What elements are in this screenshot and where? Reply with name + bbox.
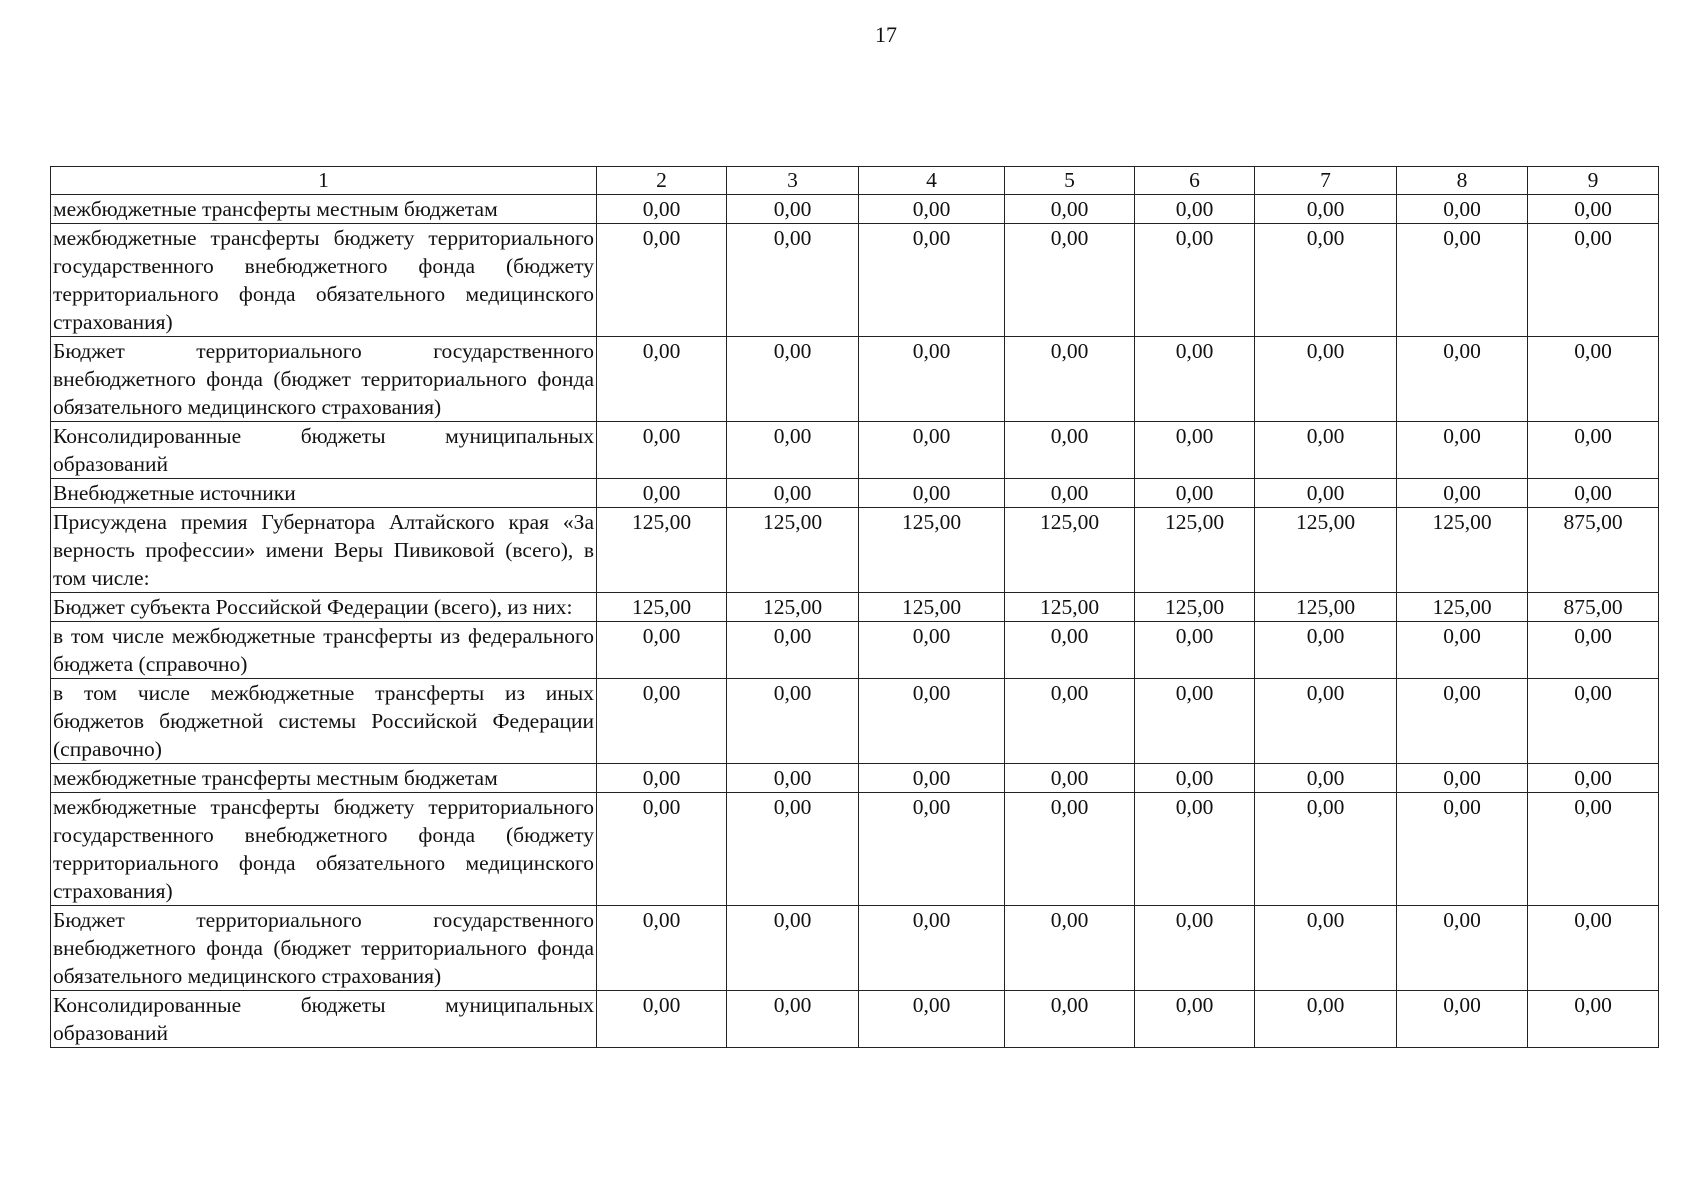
value-cell-col-9: 0,00 <box>1528 991 1659 1048</box>
value-cell-col-9: 0,00 <box>1528 793 1659 906</box>
value-cell-col-9: 0,00 <box>1528 337 1659 422</box>
value-cell-col-9: 875,00 <box>1528 508 1659 593</box>
value-cell-col-4: 0,00 <box>859 679 1005 764</box>
value-cell-col-3: 0,00 <box>727 622 859 679</box>
value-cell-col-4: 0,00 <box>859 479 1005 508</box>
column-header-9: 9 <box>1528 167 1659 195</box>
row-label: в том числе межбюджетные трансферты из иных бюджетов бюджетной системы Российской Федерации (справочно) <box>51 679 597 764</box>
table-header <box>51 167 1659 195</box>
value-cell-col-7: 0,00 <box>1255 337 1397 422</box>
row-label: в том числе межбюджетные трансферты из федерального бюджета (справочно) <box>51 622 597 679</box>
value-cell-col-4: 0,00 <box>859 991 1005 1048</box>
table-row <box>51 195 1659 224</box>
row-label: Консолидированные бюджеты муниципальных образований <box>51 991 597 1048</box>
value-cell-col-7: 0,00 <box>1255 906 1397 991</box>
value-cell-col-9: 0,00 <box>1528 764 1659 793</box>
row-label: Бюджет территориального государственного внебюджетного фонда (бюджет территориального фонда обязательного медицинского страхования) <box>51 337 597 422</box>
value-cell-col-9: 0,00 <box>1528 906 1659 991</box>
value-cell-col-5: 0,00 <box>1005 764 1135 793</box>
value-cell-col-6: 0,00 <box>1135 479 1255 508</box>
row-label: межбюджетные трансферты бюджету территориального государственного внебюджетного фонда (бюджету территориального фонда обязательного медицинского страхования) <box>51 224 597 337</box>
value-cell-col-3: 0,00 <box>727 337 859 422</box>
table-row <box>51 337 1659 422</box>
value-cell-col-6: 0,00 <box>1135 622 1255 679</box>
value-cell-col-9: 0,00 <box>1528 679 1659 764</box>
value-cell-col-9: 875,00 <box>1528 593 1659 622</box>
value-cell-col-5: 0,00 <box>1005 679 1135 764</box>
value-cell-col-4: 0,00 <box>859 793 1005 906</box>
column-header-1: 1 <box>51 167 597 195</box>
value-cell-col-7: 125,00 <box>1255 593 1397 622</box>
value-cell-col-7: 125,00 <box>1255 508 1397 593</box>
row-label: межбюджетные трансферты бюджету территориального государственного внебюджетного фонда (бюджету территориального фонда обязательного медицинского страхования) <box>51 793 597 906</box>
column-header-7: 7 <box>1255 167 1397 195</box>
value-cell-col-2: 0,00 <box>597 422 727 479</box>
value-cell-col-5: 0,00 <box>1005 479 1135 508</box>
table-row <box>51 906 1659 991</box>
row-label: Бюджет субъекта Российской Федерации (всего), из них: <box>51 593 597 622</box>
value-cell-col-4: 125,00 <box>859 593 1005 622</box>
value-cell-col-8: 0,00 <box>1397 224 1528 337</box>
table-row <box>51 224 1659 337</box>
value-cell-col-3: 0,00 <box>727 679 859 764</box>
row-label: Внебюджетные источники <box>51 479 597 508</box>
value-cell-col-9: 0,00 <box>1528 422 1659 479</box>
value-cell-col-2: 0,00 <box>597 906 727 991</box>
row-label: межбюджетные трансферты местным бюджетам <box>51 195 597 224</box>
value-cell-col-3: 0,00 <box>727 906 859 991</box>
header-row <box>51 167 1659 195</box>
row-label: Консолидированные бюджеты муниципальных образований <box>51 422 597 479</box>
value-cell-col-3: 0,00 <box>727 991 859 1048</box>
table-row <box>51 991 1659 1048</box>
table-row <box>51 422 1659 479</box>
value-cell-col-4: 0,00 <box>859 906 1005 991</box>
value-cell-col-6: 0,00 <box>1135 337 1255 422</box>
value-cell-col-2: 0,00 <box>597 793 727 906</box>
row-label: Присуждена премия Губернатора Алтайского края «За верность профессии» имени Веры Пивиковой (всего), в том числе: <box>51 508 597 593</box>
table-row <box>51 508 1659 593</box>
value-cell-col-2: 0,00 <box>597 764 727 793</box>
value-cell-col-2: 0,00 <box>597 622 727 679</box>
table-body <box>51 195 1659 1048</box>
value-cell-col-4: 0,00 <box>859 622 1005 679</box>
value-cell-col-7: 0,00 <box>1255 764 1397 793</box>
value-cell-col-5: 0,00 <box>1005 793 1135 906</box>
value-cell-col-4: 0,00 <box>859 422 1005 479</box>
value-cell-col-5: 0,00 <box>1005 337 1135 422</box>
budget-table <box>50 166 1659 1048</box>
value-cell-col-4: 0,00 <box>859 337 1005 422</box>
value-cell-col-6: 0,00 <box>1135 793 1255 906</box>
value-cell-col-2: 0,00 <box>597 679 727 764</box>
value-cell-col-8: 0,00 <box>1397 422 1528 479</box>
value-cell-col-9: 0,00 <box>1528 195 1659 224</box>
value-cell-col-5: 125,00 <box>1005 508 1135 593</box>
value-cell-col-3: 0,00 <box>727 422 859 479</box>
page-number: 17 <box>875 22 897 47</box>
value-cell-col-4: 0,00 <box>859 764 1005 793</box>
column-header-8: 8 <box>1397 167 1528 195</box>
value-cell-col-8: 0,00 <box>1397 622 1528 679</box>
table-row <box>51 479 1659 508</box>
value-cell-col-7: 0,00 <box>1255 224 1397 337</box>
value-cell-col-2: 0,00 <box>597 224 727 337</box>
table-row <box>51 593 1659 622</box>
value-cell-col-7: 0,00 <box>1255 793 1397 906</box>
value-cell-col-6: 0,00 <box>1135 195 1255 224</box>
value-cell-col-2: 125,00 <box>597 593 727 622</box>
value-cell-col-9: 0,00 <box>1528 479 1659 508</box>
column-header-6: 6 <box>1135 167 1255 195</box>
value-cell-col-8: 0,00 <box>1397 195 1528 224</box>
value-cell-col-4: 125,00 <box>859 508 1005 593</box>
value-cell-col-2: 125,00 <box>597 508 727 593</box>
value-cell-col-7: 0,00 <box>1255 991 1397 1048</box>
value-cell-col-8: 0,00 <box>1397 991 1528 1048</box>
value-cell-col-8: 0,00 <box>1397 479 1528 508</box>
value-cell-col-5: 0,00 <box>1005 224 1135 337</box>
value-cell-col-7: 0,00 <box>1255 479 1397 508</box>
value-cell-col-3: 125,00 <box>727 593 859 622</box>
column-header-2: 2 <box>597 167 727 195</box>
value-cell-col-8: 0,00 <box>1397 793 1528 906</box>
table-row <box>51 622 1659 679</box>
value-cell-col-4: 0,00 <box>859 224 1005 337</box>
value-cell-col-6: 0,00 <box>1135 764 1255 793</box>
value-cell-col-5: 0,00 <box>1005 622 1135 679</box>
value-cell-col-7: 0,00 <box>1255 195 1397 224</box>
column-header-5: 5 <box>1005 167 1135 195</box>
value-cell-col-5: 125,00 <box>1005 593 1135 622</box>
value-cell-col-9: 0,00 <box>1528 622 1659 679</box>
column-header-4: 4 <box>859 167 1005 195</box>
value-cell-col-6: 125,00 <box>1135 508 1255 593</box>
value-cell-col-5: 0,00 <box>1005 991 1135 1048</box>
value-cell-col-5: 0,00 <box>1005 195 1135 224</box>
value-cell-col-9: 0,00 <box>1528 224 1659 337</box>
value-cell-col-2: 0,00 <box>597 479 727 508</box>
value-cell-col-5: 0,00 <box>1005 422 1135 479</box>
value-cell-col-3: 125,00 <box>727 508 859 593</box>
value-cell-col-3: 0,00 <box>727 479 859 508</box>
value-cell-col-8: 0,00 <box>1397 764 1528 793</box>
value-cell-col-3: 0,00 <box>727 764 859 793</box>
value-cell-col-8: 0,00 <box>1397 679 1528 764</box>
value-cell-col-8: 125,00 <box>1397 593 1528 622</box>
value-cell-col-7: 0,00 <box>1255 679 1397 764</box>
column-header-3: 3 <box>727 167 859 195</box>
value-cell-col-2: 0,00 <box>597 195 727 224</box>
table-row <box>51 793 1659 906</box>
value-cell-col-2: 0,00 <box>597 991 727 1048</box>
value-cell-col-2: 0,00 <box>597 337 727 422</box>
value-cell-col-6: 0,00 <box>1135 224 1255 337</box>
value-cell-col-6: 0,00 <box>1135 991 1255 1048</box>
value-cell-col-7: 0,00 <box>1255 622 1397 679</box>
value-cell-col-8: 125,00 <box>1397 508 1528 593</box>
value-cell-col-6: 0,00 <box>1135 906 1255 991</box>
value-cell-col-6: 0,00 <box>1135 422 1255 479</box>
value-cell-col-7: 0,00 <box>1255 422 1397 479</box>
value-cell-col-5: 0,00 <box>1005 906 1135 991</box>
value-cell-col-4: 0,00 <box>859 195 1005 224</box>
value-cell-col-6: 0,00 <box>1135 679 1255 764</box>
row-label: межбюджетные трансферты местным бюджетам <box>51 764 597 793</box>
value-cell-col-8: 0,00 <box>1397 906 1528 991</box>
table-row <box>51 679 1659 764</box>
value-cell-col-3: 0,00 <box>727 224 859 337</box>
value-cell-col-3: 0,00 <box>727 793 859 906</box>
row-label: Бюджет территориального государственного внебюджетного фонда (бюджет территориального фонда обязательного медицинского страхования) <box>51 906 597 991</box>
value-cell-col-6: 125,00 <box>1135 593 1255 622</box>
value-cell-col-8: 0,00 <box>1397 337 1528 422</box>
table-row <box>51 764 1659 793</box>
value-cell-col-3: 0,00 <box>727 195 859 224</box>
